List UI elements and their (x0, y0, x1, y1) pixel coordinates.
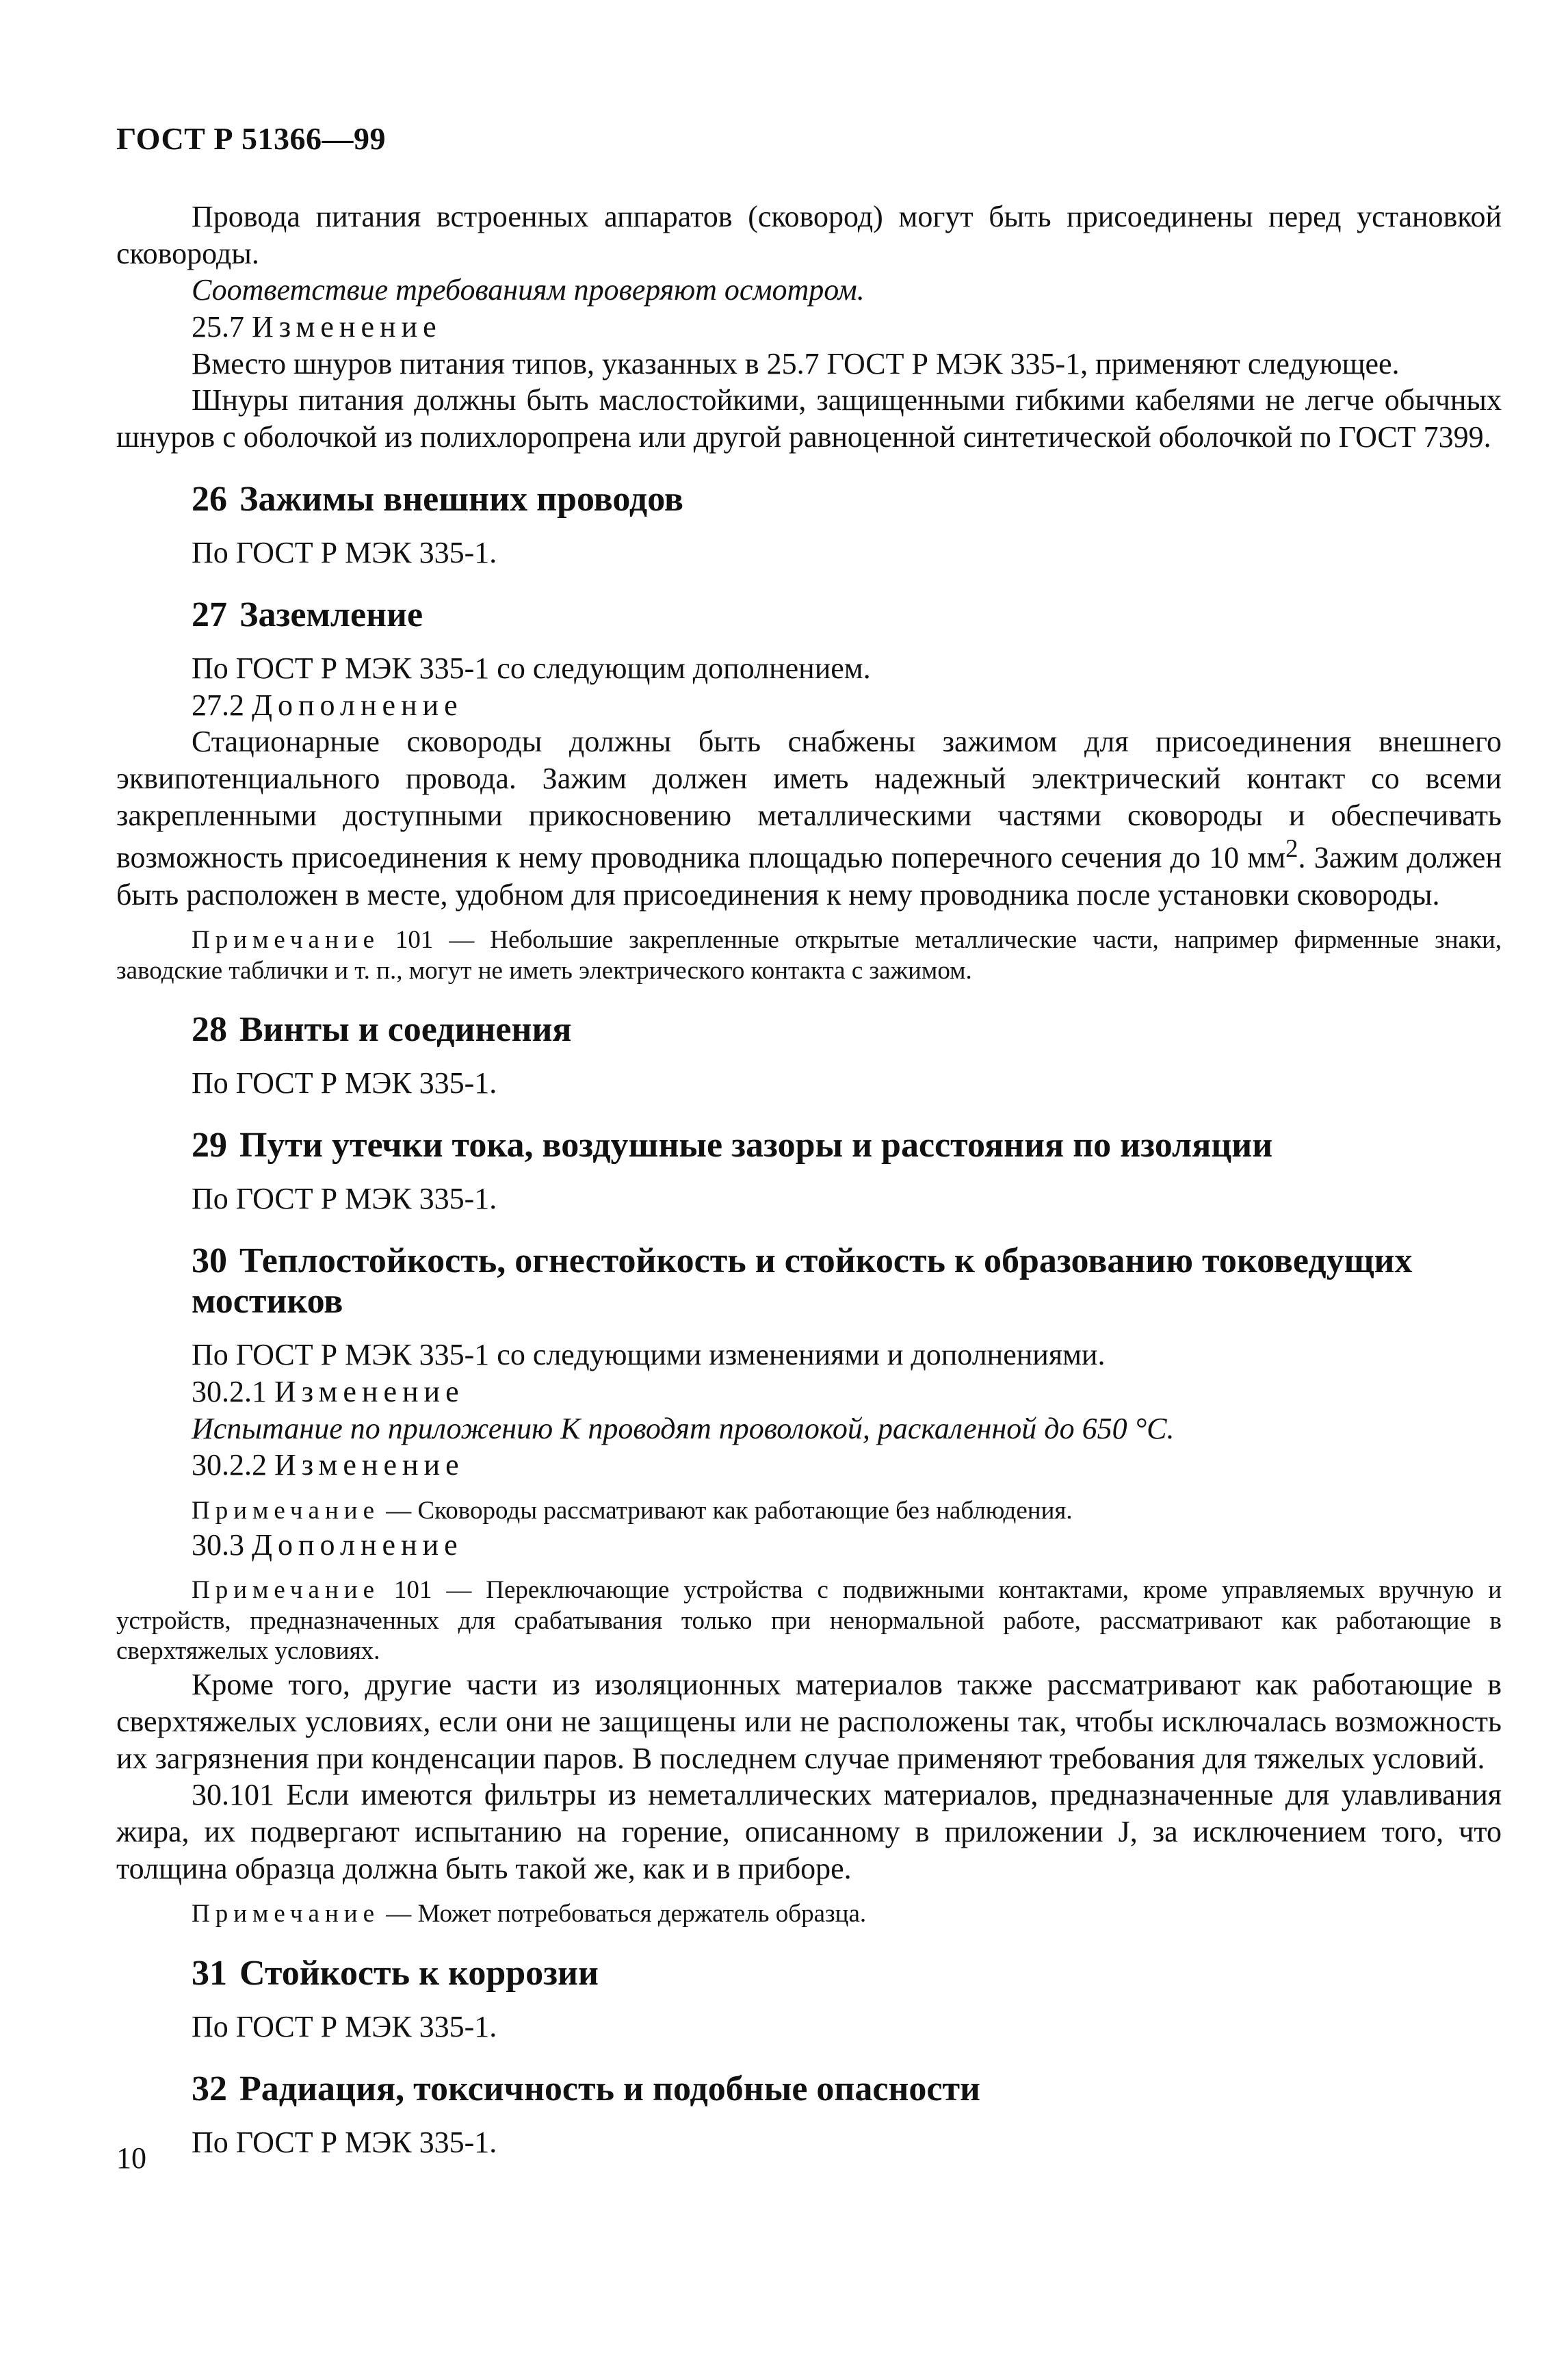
clause-number: 25.7 (192, 310, 244, 344)
paragraph: Кроме того, другие части из изоляционных материалов также рассматривают как работающие в сверхтяжелых условиях, если они не защищены или не расположены так, чтобы исключалась возможность их загрязнения при конденсации паров. В последнем случае применяют требования для тяжелых условий. (116, 1668, 1502, 1775)
page-number: 10 (116, 2141, 146, 2175)
paragraph: По ГОСТ Р МЭК 335-1 со следующими изменениями и дополнениями. (192, 1338, 1106, 1372)
document-header: ГОСТ Р 51366—99 (116, 121, 386, 156)
note-label: Примечание (192, 1900, 380, 1928)
clause-label: Изменение (252, 310, 442, 344)
note-label: Примечание (192, 926, 380, 955)
section-title: Зажимы внешних проводов (239, 479, 683, 519)
paragraph-italic: Соответствие требованиям проверяют осмотром. (192, 273, 865, 307)
section-title: Заземление (239, 595, 423, 634)
section-number: 29 (192, 1125, 227, 1165)
paragraph: По ГОСТ Р МЭК 335-1. (192, 2010, 497, 2044)
section-heading-30 (116, 1241, 1502, 1322)
clause-number: 27.2 (192, 688, 244, 722)
note (116, 1575, 1502, 1666)
note (116, 1496, 1502, 1526)
clause-number: 30.2.2 (192, 1448, 267, 1482)
note-text: 101 — Небольшие закрепленные открытые металлические части, например фирменные знаки, заводские таблички и т. п., могут не иметь электрического контакта с зажимом. (116, 926, 1502, 985)
paragraph: 30.101 Если имеются фильтры из неметаллических материалов, предназначенные для улавливания жира, их подвергают испытанию на горение, описанному в приложении J, за исключением того, что толщина образца должна быть такой же, как и в приборе. (116, 1778, 1502, 1885)
clause-30-2-1 (116, 1373, 1502, 1410)
section-heading-27 (116, 595, 1502, 635)
text-span: Стационарные сковороды должны быть снабжены зажимом для присоединения внешнего эквипотенциального провода. Зажим должен иметь надежный электрический контакт со всеми закрепленными доступными прикосновению металлическими частями сковороды и обеспечивать возможность присоединения к нему проводника площадью поперечного сечения до 10 мм (116, 725, 1502, 875)
clause-label: Дополнение (252, 688, 463, 722)
note-text: 101 — Переключающие устройства с подвижными контактами, кроме управляемых вручную и устройств, предназначенных для срабатывания только при ненормальной работе, рассматривают как работающие в сверхтяжелых условиях. (116, 1576, 1502, 1665)
clause-30-3 (116, 1527, 1502, 1564)
section-number: 28 (192, 1010, 227, 1050)
note-label: Примечание (192, 1576, 380, 1605)
clause-label: Изменение (274, 1375, 465, 1409)
section-title: Пути утечки тока, воздушные зазоры и расстояния по изоляции (239, 1125, 1273, 1165)
document-body (116, 198, 1502, 2161)
section-heading-26 (116, 479, 1502, 519)
section-number: 31 (192, 1953, 227, 1993)
section-title: Радиация, токсичность и подобные опасности (239, 2069, 981, 2108)
clause-number: 30.3 (192, 1527, 244, 1562)
section-number: 32 (192, 2069, 227, 2108)
clause-label: Изменение (274, 1448, 465, 1482)
section-number: 30 (192, 1241, 227, 1280)
note-label: Примечание (192, 1497, 380, 1525)
section-title: Теплостойкость, огнестойкость и стойкость к образованию токоведущих мостиков (192, 1241, 1413, 1321)
paragraph: По ГОСТ Р МЭК 335-1. (192, 1066, 497, 1100)
paragraph: Шнуры питания должны быть маслостойкими, защищенными гибкими кабелями не легче обычных шнуров с оболочкой из полихлоропрена или другой равноценной синтетической оболочкой по ГОСТ 7399. (116, 383, 1502, 454)
paragraph: По ГОСТ Р МЭК 335-1 со следующим дополнением. (192, 651, 871, 685)
paragraph-italic: Испытание по приложению К проводят проволокой, раскаленной до 650 °С. (192, 1411, 1175, 1445)
note (116, 1899, 1502, 1929)
paragraph: Провода питания встроенных аппаратов (сковород) могут быть присоединены перед установкой сковороды. (116, 200, 1502, 270)
text-span: . Зажим должен быть расположен в месте, удобном для присоединения к нему проводника после установки сковороды. (116, 840, 1502, 912)
paragraph: По ГОСТ Р МЭК 335-1. (192, 1182, 497, 1216)
section-heading-28 (116, 1009, 1502, 1050)
note-text: — Может потребоваться держатель образца. (380, 1900, 867, 1928)
superscript: 2 (1285, 834, 1298, 863)
section-title: Винты и соединения (239, 1010, 572, 1050)
section-heading-29 (116, 1125, 1502, 1165)
paragraph: По ГОСТ Р МЭК 335-1. (192, 2126, 497, 2159)
section-number: 27 (192, 595, 227, 634)
note (116, 925, 1502, 986)
section-heading-31 (116, 1953, 1502, 1993)
clause-27-2 (116, 687, 1502, 724)
clause-label: Дополнение (252, 1527, 463, 1562)
clause-25-7 (116, 309, 1502, 346)
section-title: Стойкость к коррозии (239, 1953, 599, 1993)
clause-number: 30.2.1 (192, 1375, 267, 1409)
note-text: — Сковороды рассматривают как работающие без наблюдения. (380, 1497, 1073, 1525)
paragraph: По ГОСТ Р МЭК 335-1. (192, 535, 497, 569)
section-heading-32 (116, 2069, 1502, 2109)
section-number: 26 (192, 479, 227, 519)
paragraph: Вместо шнуров питания типов, указанных в 25.7 ГОСТ Р МЭК 335-1, применяют следующее. (192, 346, 1400, 380)
clause-30-2-2 (116, 1447, 1502, 1484)
paragraph (116, 723, 1502, 913)
